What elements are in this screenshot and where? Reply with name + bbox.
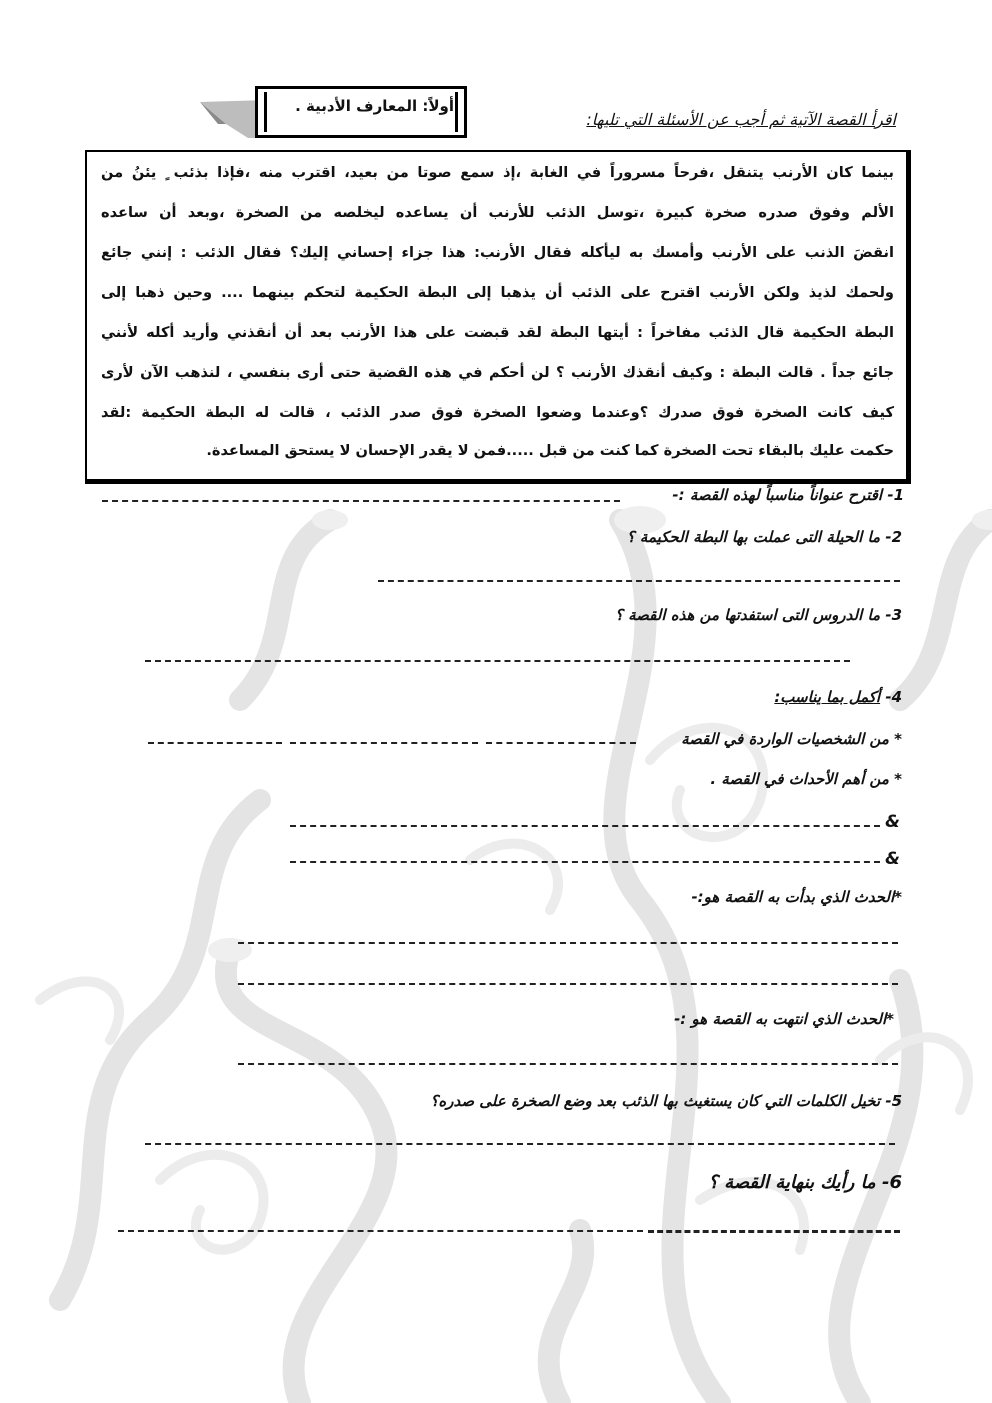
answer-line-event-1[interactable] [290, 825, 880, 827]
answer-line-character-2[interactable] [290, 742, 478, 744]
answer-line-character-1[interactable] [486, 742, 636, 744]
question-1-number: 1- [887, 486, 904, 504]
instruction-text: اقرأ القصة الآتية ثم أجب عن الأسئلة التي تليها: [586, 110, 896, 129]
end-event-prompt: *الحدث الذي انتهت به القصة هو :- [674, 1010, 894, 1028]
question-3-number: 3- [885, 606, 902, 624]
section-title-box [255, 86, 467, 138]
question-5-text: تخيل الكلمات التي كان يستغيث بها الذئب بعد وضع الصخرة على صدره؟ [430, 1092, 881, 1110]
answer-line-q6-b[interactable] [648, 1230, 900, 1233]
question-5 [430, 1092, 902, 1110]
question-3-text: ما الدروس التى استفدتها من هذه القصة ؟ [614, 606, 881, 624]
story-box [85, 150, 911, 484]
answer-line-start-1[interactable] [238, 942, 898, 944]
question-4-text: أكمل بما يناسب: [774, 688, 881, 706]
question-6-text: ما رأيك بنهاية القصة ؟ [708, 1172, 876, 1193]
event-1-marker: & [885, 812, 900, 832]
events-prompt: * من أهم الأحداث في القصة . [710, 770, 902, 788]
story-line-5: البطة الحكيمة قال الذئب مفاخراً : أيتها البطة لقد قبضت على هذا الأرنب بعد أن أنقذني وأريد أكله لأنني [101, 324, 894, 341]
question-4 [774, 688, 902, 706]
question-6 [708, 1172, 902, 1193]
story-line-2: الألم وفوق صدره صخرة كبيرة ،توسل الذئب للأرنب أن يساعده ليخلصه من الصخرة ،وبعد أن ساعده [101, 204, 894, 221]
answer-line-q2[interactable] [378, 580, 900, 582]
answer-line-start-2[interactable] [238, 983, 898, 985]
question-3 [615, 606, 902, 624]
question-2-text: ما الحيلة التى عملت بها البطة الحكيمة ؟ [626, 528, 881, 546]
question-5-number: 5- [885, 1092, 902, 1110]
answer-line-q5[interactable] [145, 1143, 895, 1145]
question-6-number: 6- [881, 1172, 902, 1193]
section-title: أولاً: المعارف الأدبية . [295, 97, 454, 115]
answer-line-q6-a[interactable] [118, 1230, 643, 1232]
answer-line-character-3[interactable] [148, 742, 282, 744]
story-line-1: بينما كان الأرنب يتنقل ،فرحاً مسروراً في الغابة ،إذ سمع صوتا من بعيد، اقترب منه ،فإذا بذئب ٍ يئنُ من [101, 164, 894, 181]
start-event-prompt: *الحدث الذي بدأت به القصة هو:- [691, 888, 902, 906]
event-2-marker: & [885, 849, 900, 869]
answer-line-q3[interactable] [145, 660, 850, 662]
story-line-3: انقضَ الذنب على الأرنب وأمسك به ليأكله فقال الأرنب: هذا جزاء إحساني إليك؟ فقال الذئب : إنني جائع [101, 244, 894, 261]
question-1-text: اقترح عنواناً مناسباً لهذه القصة :- [672, 486, 883, 504]
story-line-8: حكمت عليك بالبقاء تحت الصخرة كما كنت من قبل .....فمن لا يقدر الإحسان لا يستحق المساعدة. [206, 442, 894, 459]
question-2 [627, 528, 902, 546]
question-4-number: 4- [885, 688, 902, 706]
question-2-number: 2- [885, 528, 902, 546]
story-line-6: جائع جداً . قالت البطة : وكيف أنقذك الأرنب ؟ لن أحكم في هذه القضية حتى أرى بنفسي ، لنذهب الآن لأرى [101, 364, 894, 381]
story-line-4: ولحمك لذيذ ولكن الأرنب اقترح على الذئب أن يذهبا إلى البطة الحكيمة لتحكم بينهما .... وحين ذهبا إلى [101, 284, 894, 301]
answer-line-q1[interactable] [102, 500, 620, 502]
question-1 [672, 486, 904, 504]
answer-line-end[interactable] [238, 1063, 898, 1065]
answer-line-event-2[interactable] [290, 861, 880, 863]
characters-prompt: * من الشخصيات الواردة في القصة [681, 730, 902, 748]
story-line-7: كيف كانت الصخرة فوق صدرك ؟وعندما وضعوا الصخرة فوق صدر الذئب ، قالت له البطة الحكيمة :لقد [101, 404, 894, 421]
